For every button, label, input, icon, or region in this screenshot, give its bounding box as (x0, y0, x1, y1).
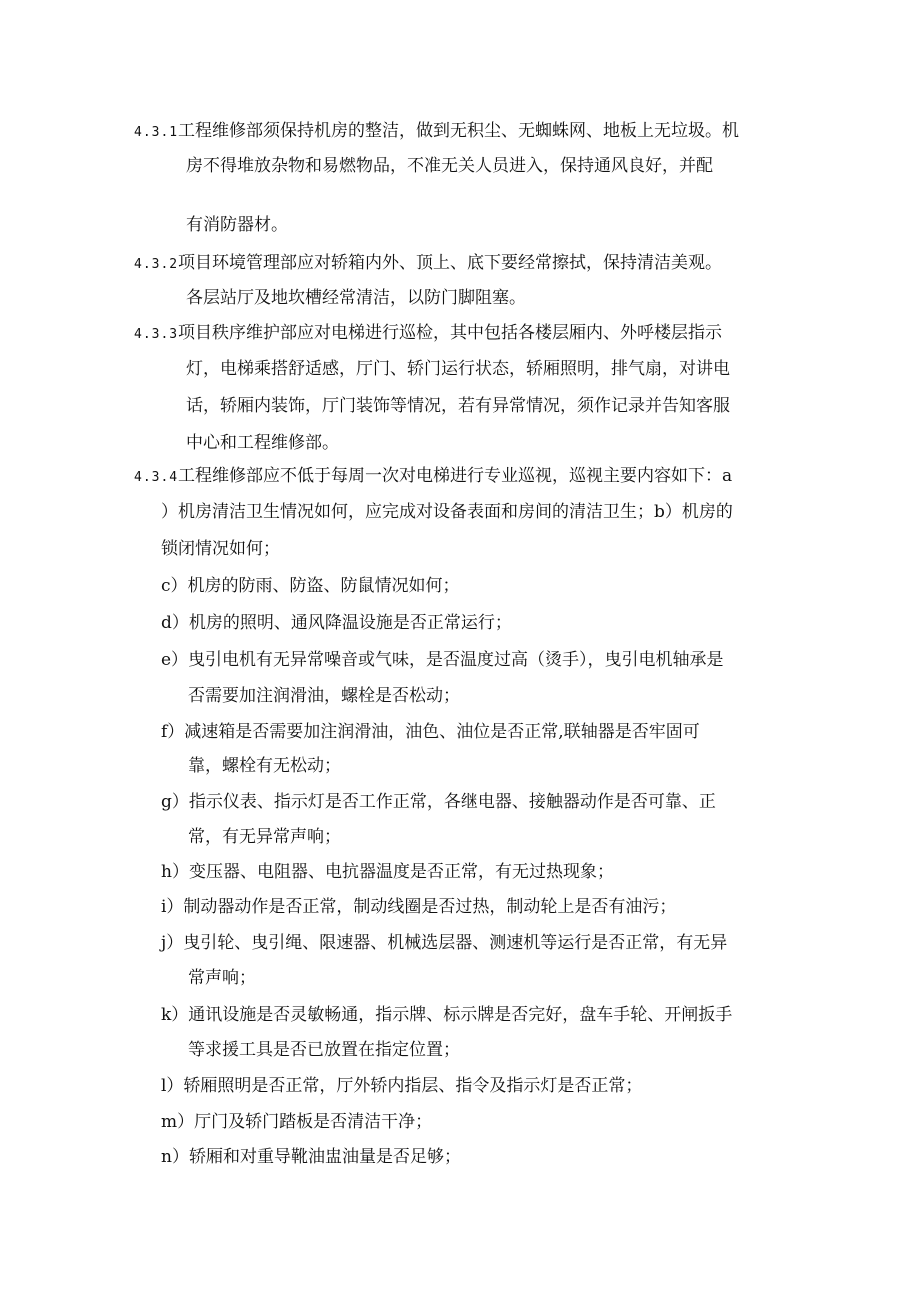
list-item-c: c）机房的防雨、防盗、防鼠情况如何； (161, 576, 460, 596)
section-4-3-3-line-4: 中心和工程维修部。 (186, 433, 339, 453)
list-item-d: d）机房的照明、通风降温设施是否正常运行； (161, 613, 512, 633)
list-item-n: n）轿厢和对重导靴油盅油量是否足够； (161, 1147, 461, 1167)
section-4-3-3-line-2: 灯，电梯乘搭舒适感，厅门、轿门运行状态，轿厢照明，排气扇，对讲电 (186, 359, 730, 379)
section-4-3-2-line-2: 各层站厅及地坎槽经常清洁，以防门脚阻塞。 (186, 288, 526, 308)
list-item-m: m）厅门及轿门踏板是否清洁干净； (161, 1112, 433, 1132)
list-item-j-line-2: 常声响； (188, 968, 256, 988)
list-item-e-line-2: 否需要加注润滑油，螺栓是否松动； (188, 686, 460, 706)
section-4-3-3-line-1: 4.3.3项目秩序维护部应对电梯进行巡检，其中包括各楼层厢内、外呼楼层指示 (134, 323, 722, 343)
section-number: 4.3.2 (134, 257, 179, 272)
list-item-k-line-1: k）通讯设施是否灵敏畅通，指示牌、标示牌是否完好，盘车手轮、开闸扳手 (161, 1005, 733, 1025)
section-4-3-2-line-1: 4.3.2项目环境管理部应对轿箱内外、顶上、底下要经常擦拭，保持清洁美观。 (134, 253, 722, 273)
section-number: 4.3.1 (134, 125, 179, 140)
section-4-3-3-line-3: 话，轿厢内装饰，厅门装饰等情况，若有异常情况，须作记录并告知客服 (186, 396, 730, 416)
list-item-i: i）制动器动作是否正常，制动线圈是否过热，制动轮上是否有油污； (161, 897, 677, 917)
list-item-l: l）轿厢照明是否正常，厅外轿内指层、指令及指示灯是否正常； (161, 1076, 643, 1096)
list-item-f-line-1: f）减速箱是否需要加注润滑油，油色、油位是否正常,联轴器是否牢固可 (161, 722, 700, 742)
list-item-f-line-2: 靠，螺栓有无松动； (188, 756, 341, 776)
section-4-3-1-line-1: 4.3.1工程维修部须保持机房的整洁，做到无积尘、无蜘蛛网、地板上无垃圾。机 (134, 121, 739, 141)
section-number: 4.3.3 (134, 327, 179, 342)
section-number: 4.3.4 (134, 470, 179, 485)
section-4-3-4-line-2: ）机房清洁卫生情况如何，应完成对设备表面和房间的清洁卫生；b）机房的 (161, 502, 733, 522)
section-4-3-1-line-3: 有消防器材。 (186, 215, 288, 235)
section-4-3-4-line-1: 4.3.4工程维修部应不低于每周一次对电梯进行专业巡视，巡视主要内容如下：a (134, 466, 733, 486)
list-item-g-line-1: g）指示仪表、指示灯是否工作正常，各继电器、接触器动作是否可靠、正 (161, 792, 716, 812)
list-item-j-line-1: j）曳引轮、曳引绳、限速器、机械选层器、测速机等运行是否正常，有无异 (161, 933, 728, 953)
list-item-g-line-2: 常，有无异常声响； (188, 827, 341, 847)
section-4-3-4-line-3: 锁闭情况如何； (161, 539, 280, 559)
list-item-k-line-2: 等求援工具是否已放置在指定位置； (188, 1040, 460, 1060)
section-4-3-1-line-2: 房不得堆放杂物和易燃物品，不准无关人员进入，保持通风良好，并配 (186, 156, 713, 176)
list-item-e-line-1: e）曳引电机有无异常噪音或气味，是否温度过高（烫手），曳引电机轴承是 (161, 650, 724, 670)
list-item-h: h）变压器、电阻器、电抗器温度是否正常，有无过热现象； (161, 862, 614, 882)
